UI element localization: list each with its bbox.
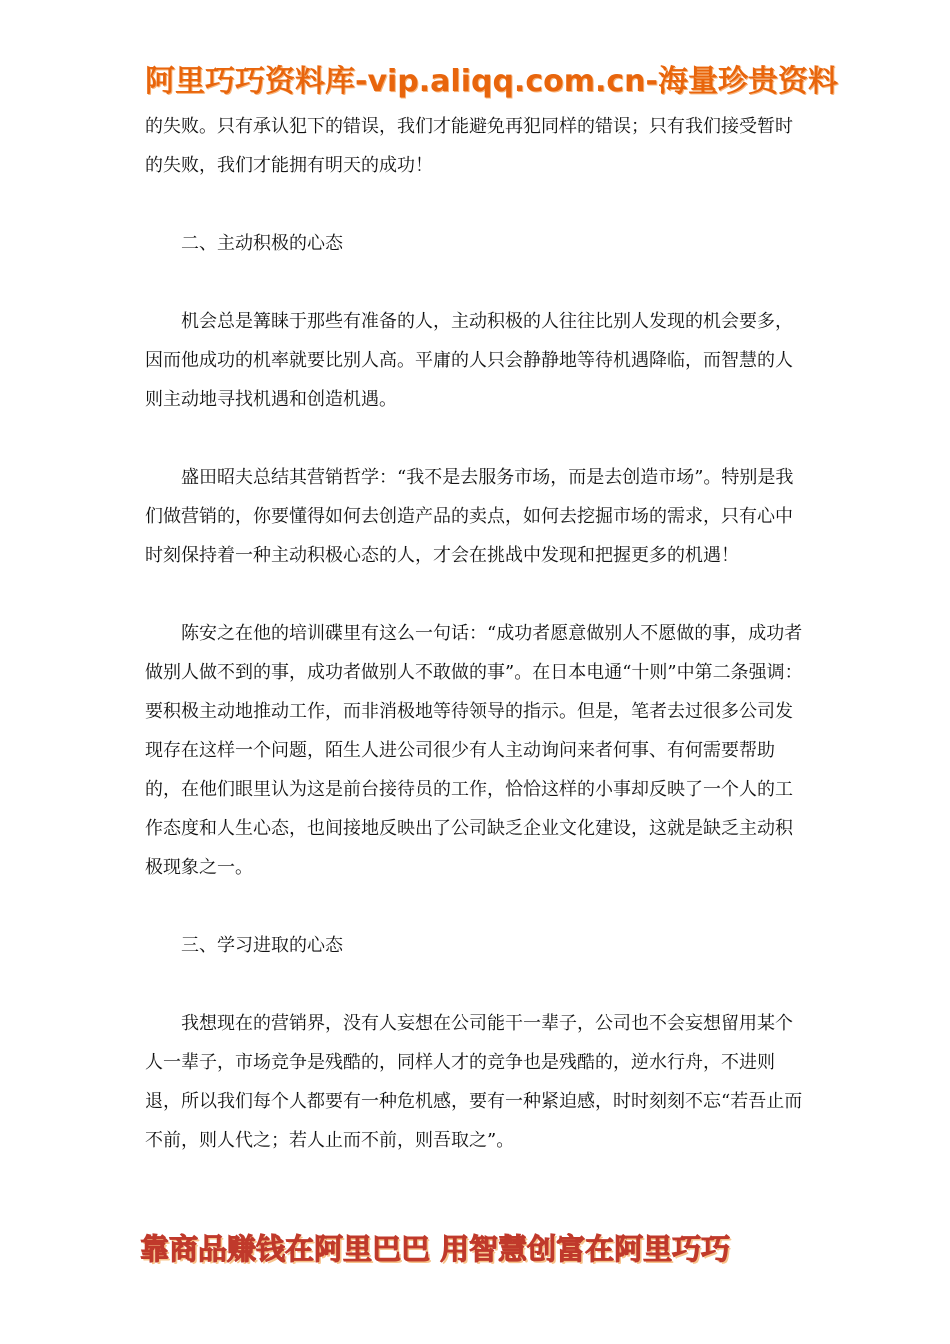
paragraph: 我想现在的营销界，没有人妄想在公司能干一辈子，公司也不会妄想留用某个人一辈子，市场竞争是残酷的，同样人才的竞争也是残酷的，逆水行舟，不进则退，所以我们每个人都要有一种危机感，要有一种紧迫感，时时刻刻不忘“若吾止而不前，则人代之；若人止而不前，则吾取之”。 <box>145 1013 803 1151</box>
section-heading: 二、主动积极的心态 <box>181 233 343 254</box>
document-body <box>145 107 805 1199</box>
header-banner: 阿里巧巧资料库-vip.aliqq.com.cn-海量珍贵资料 <box>145 64 838 99</box>
section-heading: 三、学习进取的心态 <box>181 935 343 956</box>
paragraph: 陈安之在他的培训碟里有这么一句话：“成功者愿意做别人不愿做的事，成功者做别人做不到的事，成功者做别人不敢做的事”。在日本电通“十则”中第二条强调：要积极主动地推动工作，而非消极地等待领导的指示。但是，笔者去过很多公司发现存在这样一个问题，陌生人进公司很少有人主动询问来者何事、有何需要帮助的，在他们眼里认为这是前台接待员的工作，恰恰这样的小事却反映了一个人的工作态度和人生心态，也间接地反映出了公司缺乏企业文化建设，这就是缺乏主动积极现象之一。 <box>145 623 803 878</box>
footer-banner: 靠商品赚钱在阿里巴巴 用智慧创富在阿里巧巧 <box>140 1232 731 1266</box>
paragraph: 盛田昭夫总结其营销哲学：“我不是去服务市场，而是去创造市场”。特别是我们做营销的，你要懂得如何去创造产品的卖点，如何去挖掘市场的需求，只有心中时刻保持着一种主动积极心态的人，才会在挑战中发现和把握更多的机遇！ <box>145 467 794 566</box>
paragraph: 的失败。只有承认犯下的错误，我们才能避免再犯同样的错误；只有我们接受暂时的失败，我们才能拥有明天的成功！ <box>145 116 793 176</box>
paragraph: 机会总是篝睐于那些有准备的人，主动积极的人往往比别人发现的机会要多，因而他成功的机率就要比别人高。平庸的人只会静静地等待机遇降临，而智慧的人则主动地寻找机遇和创造机遇。 <box>145 311 793 410</box>
